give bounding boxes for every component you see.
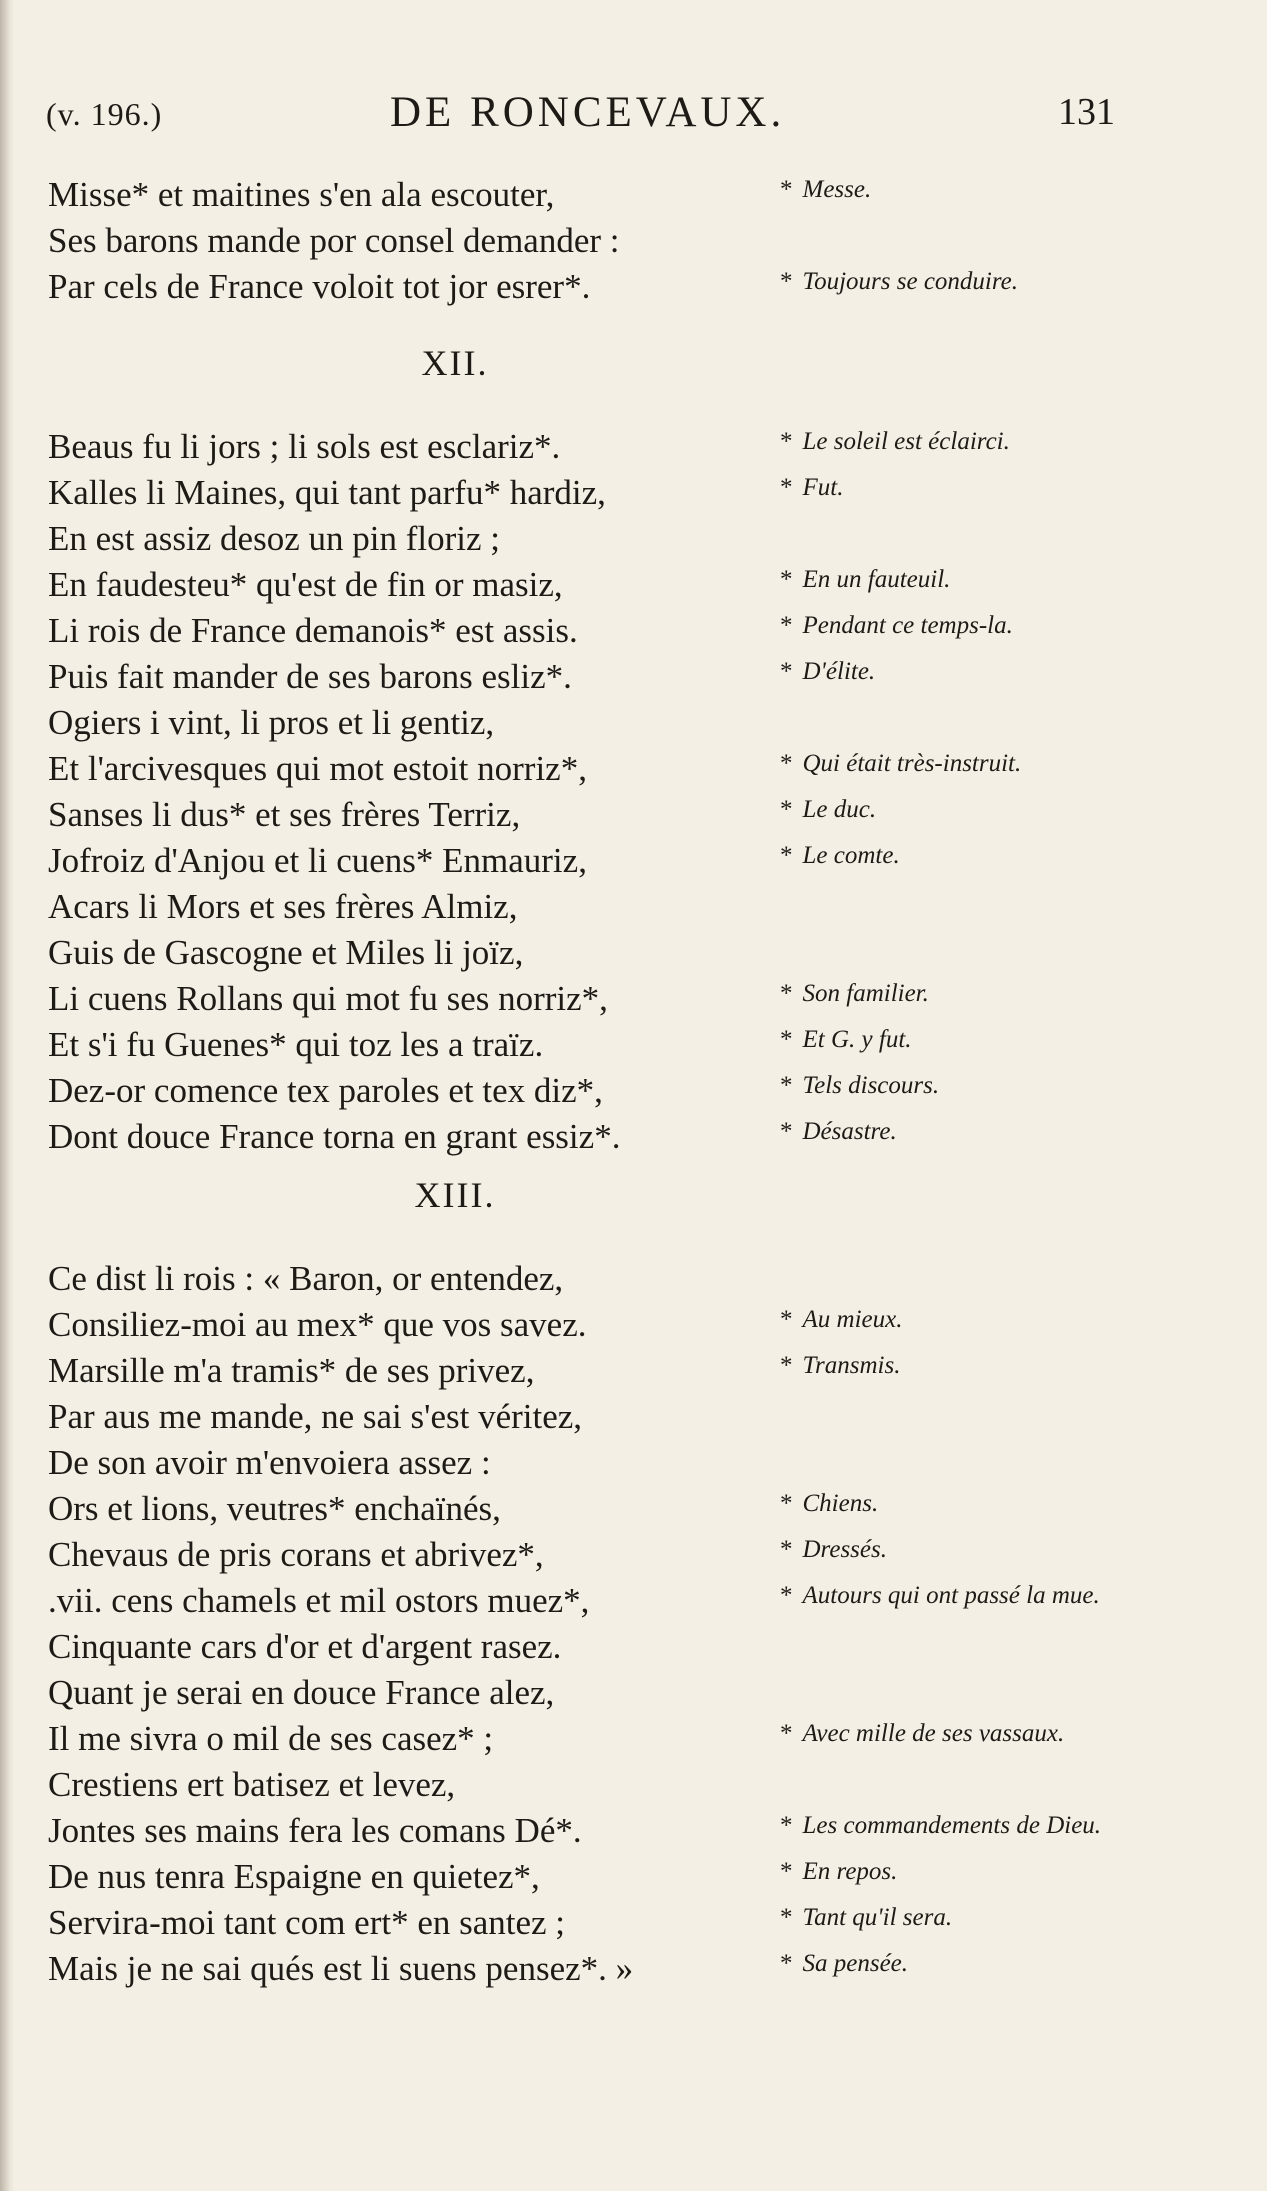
gloss-text: Chiens. bbox=[802, 1490, 879, 1517]
marginal-gloss bbox=[780, 1950, 1140, 1978]
verse-line bbox=[0, 838, 1267, 884]
verse-line bbox=[0, 884, 1267, 930]
verse-line bbox=[0, 1946, 1267, 1992]
gloss-asterisk: * bbox=[780, 428, 793, 455]
verse-text: Et l'arcivesques qui mot estoit norriz*, bbox=[48, 749, 587, 788]
verse-line bbox=[0, 1440, 1267, 1486]
verse-line bbox=[0, 562, 1267, 608]
gloss-asterisk: * bbox=[780, 1352, 793, 1379]
running-header bbox=[0, 88, 1267, 138]
gloss-text: Les commandements de Dieu. bbox=[802, 1812, 1102, 1839]
gloss-text: Son familier. bbox=[802, 980, 929, 1007]
gloss-text: Messe. bbox=[802, 176, 872, 203]
verse-text: Consiliez-moi au mex* que vos savez. bbox=[48, 1305, 587, 1344]
verse-line bbox=[0, 654, 1267, 700]
gloss-text: Désastre. bbox=[802, 1118, 897, 1145]
verse-line bbox=[0, 1068, 1267, 1114]
marginal-gloss bbox=[780, 1536, 1140, 1564]
marginal-gloss bbox=[780, 1118, 1140, 1146]
gloss-text: Transmis. bbox=[802, 1352, 901, 1379]
gloss-text: Qui était très-instruit. bbox=[802, 750, 1022, 777]
verse-line bbox=[0, 470, 1267, 516]
verse-text: Misse* et maitines s'en ala escouter, bbox=[48, 175, 555, 214]
verse-text: Beaus fu li jors ; li sols est esclariz*. bbox=[48, 427, 561, 466]
verse-line bbox=[0, 1532, 1267, 1578]
verse-text: Kalles li Maines, qui tant parfu* hardiz, bbox=[48, 473, 606, 512]
gloss-asterisk: * bbox=[780, 474, 793, 501]
verse-line bbox=[0, 1348, 1267, 1394]
verse-reference: (v. 196.) bbox=[46, 96, 163, 132]
verse-text: Dont douce France torna en grant essiz*. bbox=[48, 1117, 621, 1156]
marginal-gloss bbox=[780, 566, 1140, 594]
gloss-asterisk: * bbox=[780, 1582, 793, 1609]
gloss-text: Avec mille de ses vassaux. bbox=[802, 1720, 1065, 1747]
marginal-gloss bbox=[780, 658, 1140, 686]
verse-text: Marsille m'a tramis* de ses privez, bbox=[48, 1351, 535, 1390]
verse-line bbox=[0, 424, 1267, 470]
verse-text: Jofroiz d'Anjou et li cuens* Enmauriz, bbox=[48, 841, 587, 880]
page-number: 131 bbox=[1058, 91, 1115, 133]
marginal-gloss bbox=[780, 1306, 1140, 1334]
verse-line bbox=[0, 1762, 1267, 1808]
verse-text: Par cels de France voloit tot jor esrer*. bbox=[48, 267, 591, 306]
verse-line bbox=[0, 976, 1267, 1022]
marginal-gloss bbox=[780, 1490, 1140, 1518]
gloss-asterisk: * bbox=[780, 1904, 793, 1931]
verse-text: En faudesteu* qu'est de fin or masiz, bbox=[48, 565, 563, 604]
verse-line bbox=[0, 700, 1267, 746]
verse-text: Li rois de France demanois* est assis. bbox=[48, 611, 578, 650]
verse-line bbox=[0, 1624, 1267, 1670]
marginal-gloss bbox=[780, 1812, 1140, 1840]
marginal-gloss bbox=[780, 1904, 1140, 1932]
gloss-asterisk: * bbox=[780, 1720, 793, 1747]
marginal-gloss bbox=[780, 1858, 1140, 1886]
marginal-gloss bbox=[780, 1582, 1140, 1610]
gloss-asterisk: * bbox=[780, 176, 793, 203]
verse-line bbox=[0, 1854, 1267, 1900]
gloss-text: Au mieux. bbox=[802, 1306, 903, 1333]
gloss-asterisk: * bbox=[780, 750, 793, 777]
gloss-text: Le soleil est éclairci. bbox=[802, 428, 1010, 455]
verse-line bbox=[0, 264, 1267, 310]
verse-text: Puis fait mander de ses barons esliz*. bbox=[48, 657, 572, 696]
gloss-text: Autours qui ont passé la mue. bbox=[802, 1582, 1100, 1609]
verse-line bbox=[0, 1256, 1267, 1302]
gloss-asterisk: * bbox=[780, 1490, 793, 1517]
gloss-asterisk: * bbox=[780, 1536, 793, 1563]
gloss-text: D'élite. bbox=[802, 658, 876, 685]
gloss-asterisk: * bbox=[780, 1950, 793, 1977]
marginal-gloss bbox=[780, 750, 1140, 778]
verse-line bbox=[0, 1022, 1267, 1068]
marginal-gloss bbox=[780, 1720, 1140, 1748]
verse-text: Chevaus de pris corans et abrivez*, bbox=[48, 1535, 544, 1574]
verse-text: Et s'i fu Guenes* qui toz les a traïz. bbox=[48, 1025, 544, 1064]
verse-text: Dez-or comence tex paroles et tex diz*, bbox=[48, 1071, 603, 1110]
verse-line bbox=[0, 1578, 1267, 1624]
gloss-text: Pendant ce temps-la. bbox=[802, 612, 1013, 639]
gloss-text: Et G. y fut. bbox=[802, 1026, 912, 1053]
gloss-asterisk: * bbox=[780, 1306, 793, 1333]
section-heading: XII. bbox=[421, 343, 489, 383]
verse-line bbox=[0, 1716, 1267, 1762]
gloss-asterisk: * bbox=[780, 1118, 793, 1145]
verse-text: De son avoir m'envoiera assez : bbox=[48, 1443, 491, 1482]
gloss-text: Fut. bbox=[802, 474, 844, 501]
marginal-gloss bbox=[780, 796, 1140, 824]
marginal-gloss bbox=[780, 428, 1140, 456]
gloss-text: Tels discours. bbox=[802, 1072, 940, 1099]
verse-line bbox=[0, 1486, 1267, 1532]
verse-text: Acars li Mors et ses frères Almiz, bbox=[48, 887, 518, 926]
marginal-gloss bbox=[780, 1026, 1140, 1054]
verse-line bbox=[0, 1670, 1267, 1716]
verse-line bbox=[0, 1900, 1267, 1946]
verse-text: Quant je serai en douce France alez, bbox=[48, 1673, 555, 1712]
verse-text: Ors et lions, veutres* enchaïnés, bbox=[48, 1489, 501, 1528]
gloss-text: Dressés. bbox=[802, 1536, 887, 1563]
gloss-asterisk: * bbox=[780, 842, 793, 869]
verse-line bbox=[0, 1302, 1267, 1348]
verse-text: Sanses li dus* et ses frères Terriz, bbox=[48, 795, 521, 834]
verse-text: Servira-moi tant com ert* en santez ; bbox=[48, 1903, 566, 1942]
verse-line bbox=[0, 608, 1267, 654]
gloss-text: Tant qu'il sera. bbox=[802, 1904, 953, 1931]
marginal-gloss bbox=[780, 176, 1140, 204]
verse-text: Jontes ses mains fera les comans Dé*. bbox=[48, 1811, 582, 1850]
gloss-text: En repos. bbox=[802, 1858, 898, 1885]
verse-line bbox=[0, 930, 1267, 976]
verse-text: Guis de Gascogne et Miles li joïz, bbox=[48, 933, 524, 972]
verse-text: Li cuens Rollans qui mot fu ses norriz*, bbox=[48, 979, 608, 1018]
verse-line bbox=[0, 792, 1267, 838]
gloss-text: Le comte. bbox=[802, 842, 900, 869]
verse-line bbox=[0, 746, 1267, 792]
marginal-gloss bbox=[780, 980, 1140, 1008]
verse-line bbox=[0, 218, 1267, 264]
gloss-asterisk: * bbox=[780, 612, 793, 639]
running-title: DE RONCEVAUX. bbox=[390, 89, 786, 136]
gloss-asterisk: * bbox=[780, 566, 793, 593]
verse-text: Il me sivra o mil de ses casez* ; bbox=[48, 1719, 494, 1758]
gloss-asterisk: * bbox=[780, 1072, 793, 1099]
gloss-asterisk: * bbox=[780, 796, 793, 823]
verse-text: Ce dist li rois : « Baron, or entendez, bbox=[48, 1259, 564, 1298]
gloss-text: Sa pensée. bbox=[802, 1950, 909, 1977]
verse-text: Par aus me mande, ne sai s'est véritez, bbox=[48, 1397, 583, 1436]
section-heading: XIII. bbox=[414, 1175, 496, 1215]
gloss-text: En un fauteuil. bbox=[802, 566, 951, 593]
gloss-asterisk: * bbox=[780, 268, 793, 295]
marginal-gloss bbox=[780, 842, 1140, 870]
verse-line bbox=[0, 1808, 1267, 1854]
verse-text: En est assiz desoz un pin floriz ; bbox=[48, 519, 500, 558]
marginal-gloss bbox=[780, 1352, 1140, 1380]
gloss-asterisk: * bbox=[780, 1026, 793, 1053]
verse-text: Cinquante cars d'or et d'argent rasez. bbox=[48, 1627, 562, 1666]
marginal-gloss bbox=[780, 1072, 1140, 1100]
gloss-asterisk: * bbox=[780, 980, 793, 1007]
gloss-text: Toujours se conduire. bbox=[802, 268, 1019, 295]
verse-text: De nus tenra Espaigne en quietez*, bbox=[48, 1857, 540, 1896]
verse-line bbox=[0, 172, 1267, 218]
gloss-asterisk: * bbox=[780, 658, 793, 685]
verse-line bbox=[0, 1394, 1267, 1440]
verse-line bbox=[0, 516, 1267, 562]
marginal-gloss bbox=[780, 474, 1140, 502]
verse-text: .vii. cens chamels et mil ostors muez*, bbox=[48, 1581, 590, 1620]
marginal-gloss bbox=[780, 268, 1140, 296]
gloss-text: Le duc. bbox=[802, 796, 877, 823]
marginal-gloss bbox=[780, 612, 1140, 640]
verse-text: Ogiers i vint, li pros et li gentiz, bbox=[48, 703, 495, 742]
verse-line bbox=[0, 1114, 1267, 1160]
verse-text: Ses barons mande por consel demander : bbox=[48, 221, 620, 260]
gloss-asterisk: * bbox=[780, 1812, 793, 1839]
verse-text: Mais je ne sai qués est li suens pensez*. » bbox=[48, 1949, 634, 1988]
gloss-asterisk: * bbox=[780, 1858, 793, 1885]
verse-text: Crestiens ert batisez et levez, bbox=[48, 1765, 456, 1804]
